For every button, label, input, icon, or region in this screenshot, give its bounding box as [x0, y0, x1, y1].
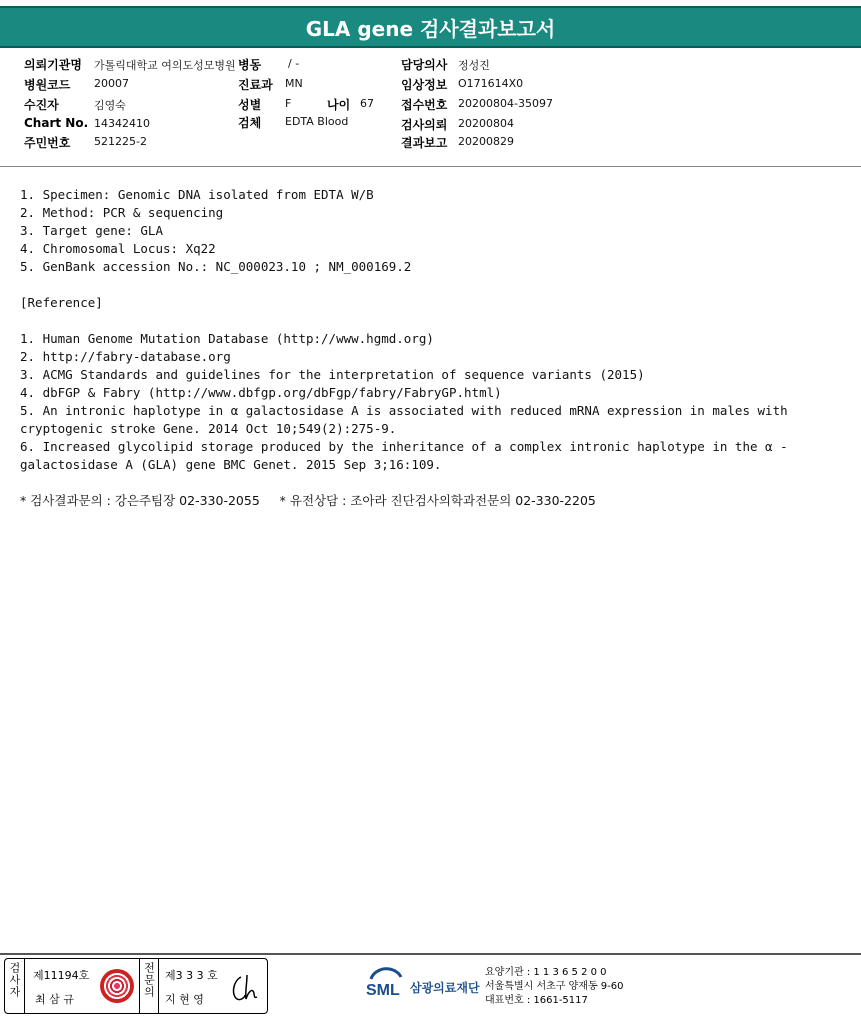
dept-label: 진료과: [238, 78, 273, 92]
report-title: GLA gene 검사결과보고서: [305, 16, 556, 41]
age-label: 나이: [327, 98, 351, 112]
method-item: 2. Method: PCR & sequencing: [20, 205, 224, 220]
org-street: 서울특별시 서초구 양재동 9-60: [485, 981, 624, 992]
method-item: 1. Specimen: Genomic DNA isolated from EDTA W/B: [20, 187, 374, 202]
request-value: 20200804: [458, 117, 514, 130]
sex-value: F: [285, 97, 292, 110]
receipt-label: 접수번호: [401, 98, 448, 112]
method-item: 5. GenBank accession No.: NC_000023.10 ; NM_000169.2: [20, 259, 412, 274]
id-value: 521225-2: [94, 135, 147, 148]
org-phone: 대표번호 : 1661-5117: [485, 995, 588, 1006]
sml-logo-icon: [365, 965, 407, 1005]
reference-item: 3. ACMG Standards and guidelines for the interpretation of sequence variants (2015): [20, 367, 645, 382]
age-value: 67: [360, 97, 374, 110]
dept-value: MN: [285, 77, 303, 90]
contact-line: * 검사결과문의 : 강은주팀장 02-330-2055 * 유전상담 : 조아라 진단검사의학과전문의 02-330-2205: [20, 493, 596, 508]
sex-label: 성별: [238, 98, 262, 112]
hospital-code-value: 20007: [94, 77, 129, 90]
reference-item: 6. Increased glycolipid storage produced by the inheritance of a complex intronic haplotype in the α -galactosidase A (GLA) gene BMC Genet. 2015 Sep 3;16:109.: [20, 439, 788, 472]
institution-label: 의뢰기관명: [24, 58, 82, 72]
signature-icon: [227, 969, 263, 1005]
inspector-name: 최 삼 규: [35, 993, 74, 1006]
doctor-value: 정성진: [458, 59, 490, 72]
method-item: 3. Target gene: GLA: [20, 223, 163, 238]
institution-value: 가톨릭대학교 여의도성모병원: [94, 59, 236, 72]
svg-text:SML: SML: [366, 982, 400, 999]
footer-divider: [0, 953, 861, 955]
org-name: 삼광의료재단: [410, 981, 480, 995]
report-date-value: 20200829: [458, 135, 514, 148]
id-label: 주민번호: [24, 136, 71, 150]
clinical-value: O171614X0: [458, 77, 524, 90]
patient-value: 김영숙: [94, 99, 126, 112]
specialist-number: 제3 3 3 호: [165, 969, 218, 982]
receipt-value: 20200804-35097: [458, 97, 553, 110]
ward-label: 병동: [238, 58, 262, 72]
clinical-label: 임상정보: [401, 78, 448, 92]
org-address: [485, 966, 624, 1008]
reference-item: 4. dbFGP & Fabry (http://www.dbfgp.org/dbFgp/fabry/FabryGP.html): [20, 385, 502, 400]
specimen-value: EDTA Blood: [285, 115, 349, 128]
hospital-code-label: 병원코드: [24, 78, 71, 92]
reference-item: 5. An intronic haplotype in α galactosidase A is associated with reduced mRNA expression in males with cryptogenic stroke Gene. 2014 Oct 10;549(2):275-9.: [20, 403, 796, 436]
reference-heading: [Reference]: [20, 295, 103, 310]
org-code: 요양기관 : 1 1 3 6 5 2 0 0: [485, 967, 607, 978]
inspector-column-label: 검사자: [5, 959, 25, 1013]
report-body: [20, 186, 850, 510]
method-item: 4. Chromosomal Locus: Xq22: [20, 241, 216, 256]
official-seal-icon: [100, 969, 134, 1003]
reference-item: 2. http://fabry-database.org: [20, 349, 231, 364]
specialist-column-label: 전문의: [139, 959, 159, 1013]
signature-box: [4, 958, 268, 1014]
chart-value: 14342410: [94, 117, 150, 130]
inspector-number: 제11194호: [33, 969, 90, 982]
report-title-bar: [0, 6, 861, 48]
chart-label: Chart No.: [24, 116, 89, 130]
reference-item: 1. Human Genome Mutation Database (http://www.hgmd.org): [20, 331, 434, 346]
report-date-label: 결과보고: [401, 136, 448, 150]
patient-info-header: [0, 50, 861, 167]
ward-value: / -: [288, 57, 300, 70]
specialist-name: 지 현 영: [165, 993, 204, 1006]
doctor-label: 담당의사: [401, 58, 448, 72]
patient-label: 수진자: [24, 98, 59, 112]
specimen-label: 검체: [238, 116, 262, 130]
request-label: 검사의뢰: [401, 118, 448, 132]
